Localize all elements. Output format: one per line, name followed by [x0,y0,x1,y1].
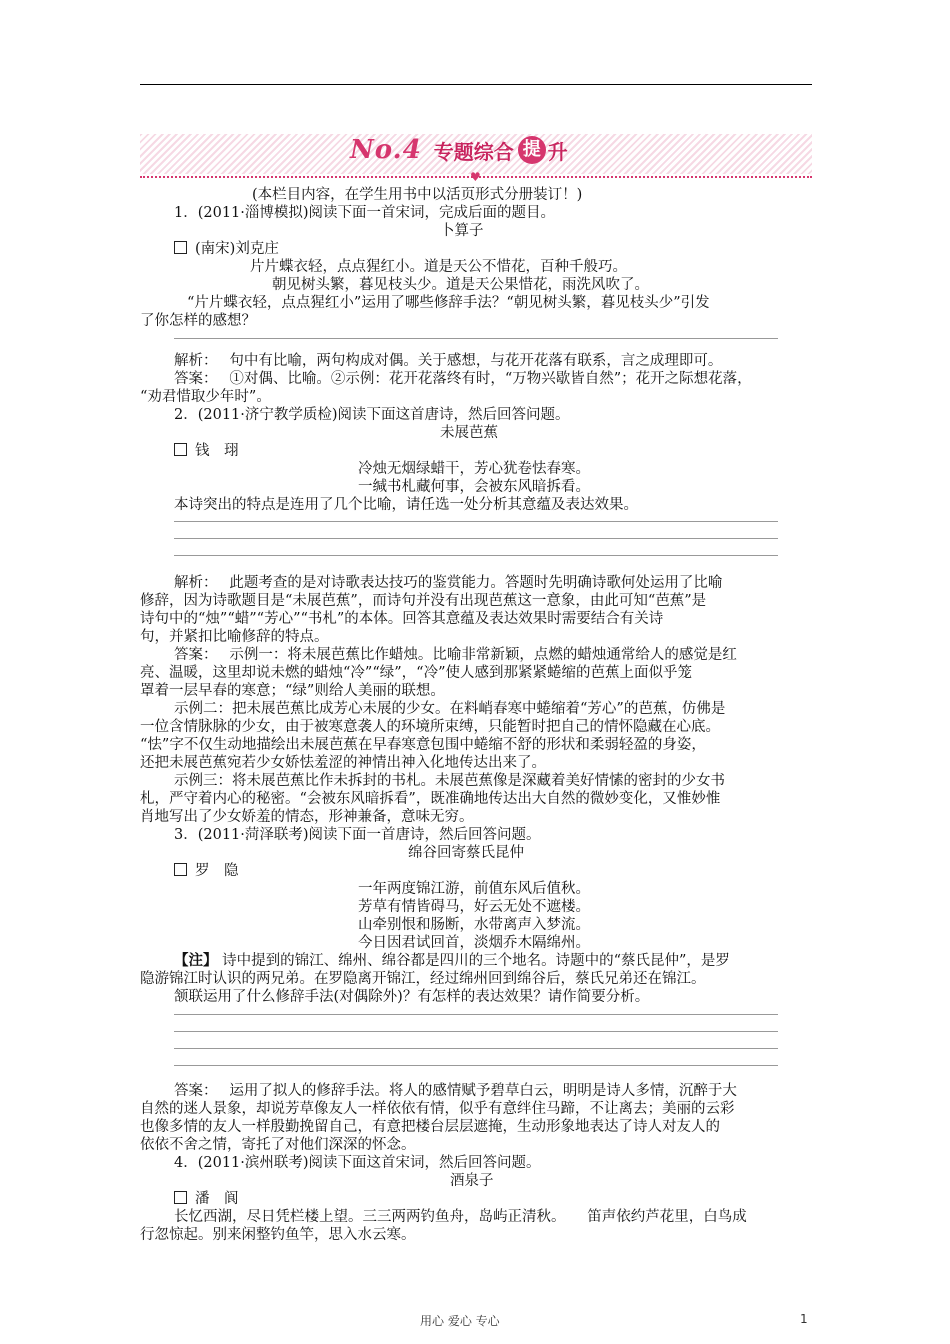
answer-line [174,555,778,556]
banner-text: 专题综合 [433,139,514,164]
q3-poem-line: 今日因君试回首，淡烟乔木隔绵州。 [358,935,590,951]
q2-answer-cont: 肖地写出了少女娇羞的情态，形神兼备，意味无穷。 [140,809,474,825]
answer-line [174,1065,778,1066]
q2-answer-cont: 一位含情脉脉的少女，由于被寒意袭人的环境所束缚，只能暂时把自己的情怀隐藏在心底。 [140,719,720,735]
q1-answer: 答案： ①对偶、比喻。②示例：花开花落终有时，“万物兴歇皆自然”；花开之际想花落， [174,371,752,387]
q3-poem-line: 山牵别恨和肠断，水带离声入梦流。 [358,917,590,933]
q2-analysis: 解析： 此题考查的是对诗歌表达技巧的鉴赏能力。答题时先明确诗歌何处运用了比喻 [174,575,723,591]
top-rule [140,84,812,85]
q4-poem-line: 长忆西湖，尽日凭栏楼上望。三三两两钓鱼舟，岛屿正清秋。 笛声依约芦花里，白鸟成 [174,1209,747,1225]
box-icon [174,241,187,254]
answer-line [174,1014,778,1015]
q2-answer-cont: “怯”字不仅生动地描绘出未展芭蕉在早春寒意包围中蜷缩不舒的形状和柔弱轻盈的身姿， [140,737,706,753]
q2-prompt: 2．(2011·济宁教学质检)阅读下面这首唐诗，然后回答问题。 [174,407,570,423]
q2-poem-title: 未展芭蕉 [440,425,498,441]
q2-answer-cont: 还把未展芭蕉宛若少女娇怯羞涩的神情出神入化地传达出来了。 [140,755,546,771]
q3-poem-line: 一年两度锦江游，前值东风后值秋。 [358,881,590,897]
q3-prompt: 3．(2011·菏泽联考)阅读下面一首唐诗，然后回答问题。 [174,827,541,843]
q1-poem-line: 片片蝶衣轻，点点猩红小。道是天公不惜花，百种千般巧。 [250,259,627,275]
q2-poem-line: 冷烛无烟绿蜡干，芳心犹卷怯春寒。 [358,461,590,477]
footer-text: 用心 爱心 专心 [420,1314,500,1328]
q2-analysis-cont: 诗句中的“烛”“蜡”“芳心”“书札”的本体。回答其意蕴及表达效果时需要结合有关诗 [140,611,664,627]
banner-title [350,130,568,170]
section-banner [140,118,812,184]
banner-number: No.4 [350,135,422,165]
q2-answer: 答案： 示例一：将未展芭蕉比作蜡烛。比喻非常新颖，点燃的蜡烛通常给人的感觉是红 [174,647,737,663]
q3-answer-cont: 自然的迷人景象，却说芳草像友人一样依依有情，似乎有意绊住马蹄，不让离去；美丽的云彩 [140,1101,735,1117]
q3-author: 罗 隐 [174,862,239,880]
q4-prompt: 4．(2011·滨州联考)阅读下面这首宋词，然后回答问题。 [174,1155,541,1171]
box-icon [174,1191,187,1204]
q2-analysis-cont: 修辞，因为诗歌题目是“未展芭蕉”，而诗句并没有出现芭蕉这一意象，由此可知“芭蕉”是 [140,593,707,609]
q3-answer-cont: 也像多情的友人一样殷勤挽留自己，有意把楼台层层遮掩，生动形象地表达了诗人对友人的 [140,1119,720,1135]
q2-answer-cont: 罩着一层早春的寒意；“绿”则给人美丽的联想。 [140,683,445,699]
box-icon [174,863,187,876]
q3-note: 【注】 诗中提到的锦江、绵州、绵谷都是四川的三个地名。诗题中的“蔡氏昆仲”，是罗 [174,952,730,969]
q3-note-cont: 隐游锦江时认识的两兄弟。在罗隐离开锦江，经过绵州回到绵谷后，蔡氏兄弟还在锦江。 [140,971,706,987]
q3-answer: 答案： 运用了拟人的修辞手法。将人的感情赋予碧草白云，明明是诗人多情，沉醉于大 [174,1083,737,1099]
answer-line [174,1048,778,1049]
heart-icon: ♥ [470,170,481,184]
q3-poem-title: 绵谷回寄蔡氏昆仲 [408,845,524,861]
answer-line [174,338,778,339]
q4-poem-line: 行忽惊起。别来闲整钓鱼竿，思入水云寒。 [140,1227,416,1243]
q3-question: 颔联运用了什么修辞手法(对偶除外)？有怎样的表达效果？请作简要分析。 [174,989,650,1005]
banner-circle-char: 提 [518,136,546,164]
intro-note: (本栏目内容，在学生用书中以活页形式分册装订！) [252,187,583,203]
q4-author: 潘 阆 [174,1190,239,1208]
page-number: 1 [800,1312,808,1326]
answer-line [174,1031,778,1032]
q2-answer-cont: 示例三：将未展芭蕉比作未拆封的书札。未展芭蕉像是深藏着美好情愫的密封的少女书 [174,773,725,789]
q2-analysis-cont: 句，并紧扣比喻修辞的特点。 [140,629,329,645]
box-icon [174,443,187,456]
q2-answer-cont: 亮、温暖，这里却说未燃的蜡烛“冷”“绿”，“冷”使人感到那紧紧蜷缩的芭蕉上面似乎笼 [140,665,692,681]
answer-line [174,538,778,539]
q2-answer-cont: 示例二：把未展芭蕉比成芳心未展的少女。在料峭春寒中蜷缩着“芳心”的芭蕉，仿佛是 [174,701,726,717]
q2-author: 钱 珝 [174,442,239,460]
q2-answer-cont: 札，严守着内心的秘密。“会被东风暗拆看”，既准确地传达出大自然的微妙变化，又惟妙惟 [140,791,721,807]
q2-poem-line: 一缄书札藏何事，会被东风暗拆看。 [358,479,590,495]
q1-poem-line: 朝见树头繁，暮见枝头少。道是天公果惜花，雨洗风吹了。 [272,277,649,293]
q3-poem-line: 芳草有情皆碍马，好云无处不遮楼。 [358,899,590,915]
q1-prompt: 1．(2011·淄博模拟)阅读下面一首宋词，完成后面的题目。 [174,205,556,221]
q1-poem-title: 卜算子 [440,223,484,239]
q1-answer-cont: “劝君惜取少年时”。 [140,389,271,405]
q4-poem-title: 酒泉子 [450,1173,494,1189]
q1-question: 了你怎样的感想？ [140,313,256,329]
answer-line [174,521,778,522]
q1-author: (南宋)刘克庄 [174,240,279,258]
q3-answer-cont: 依依不舍之情，寄托了对他们深深的怀念。 [140,1137,416,1153]
q1-analysis: 解析： 句中有比喻，两句构成对偶。关于感想，与花开花落有联系，言之成理即可。 [174,353,723,369]
q2-question: 本诗突出的特点是连用了几个比喻，请任选一处分析其意蕴及表达效果。 [174,497,638,513]
q1-question: “片片蝶衣轻，点点猩红小”运用了哪些修辞手法？“朝见树头繁，暮见枝头少”引发 [187,295,710,311]
banner-last-char: 升 [547,139,568,164]
